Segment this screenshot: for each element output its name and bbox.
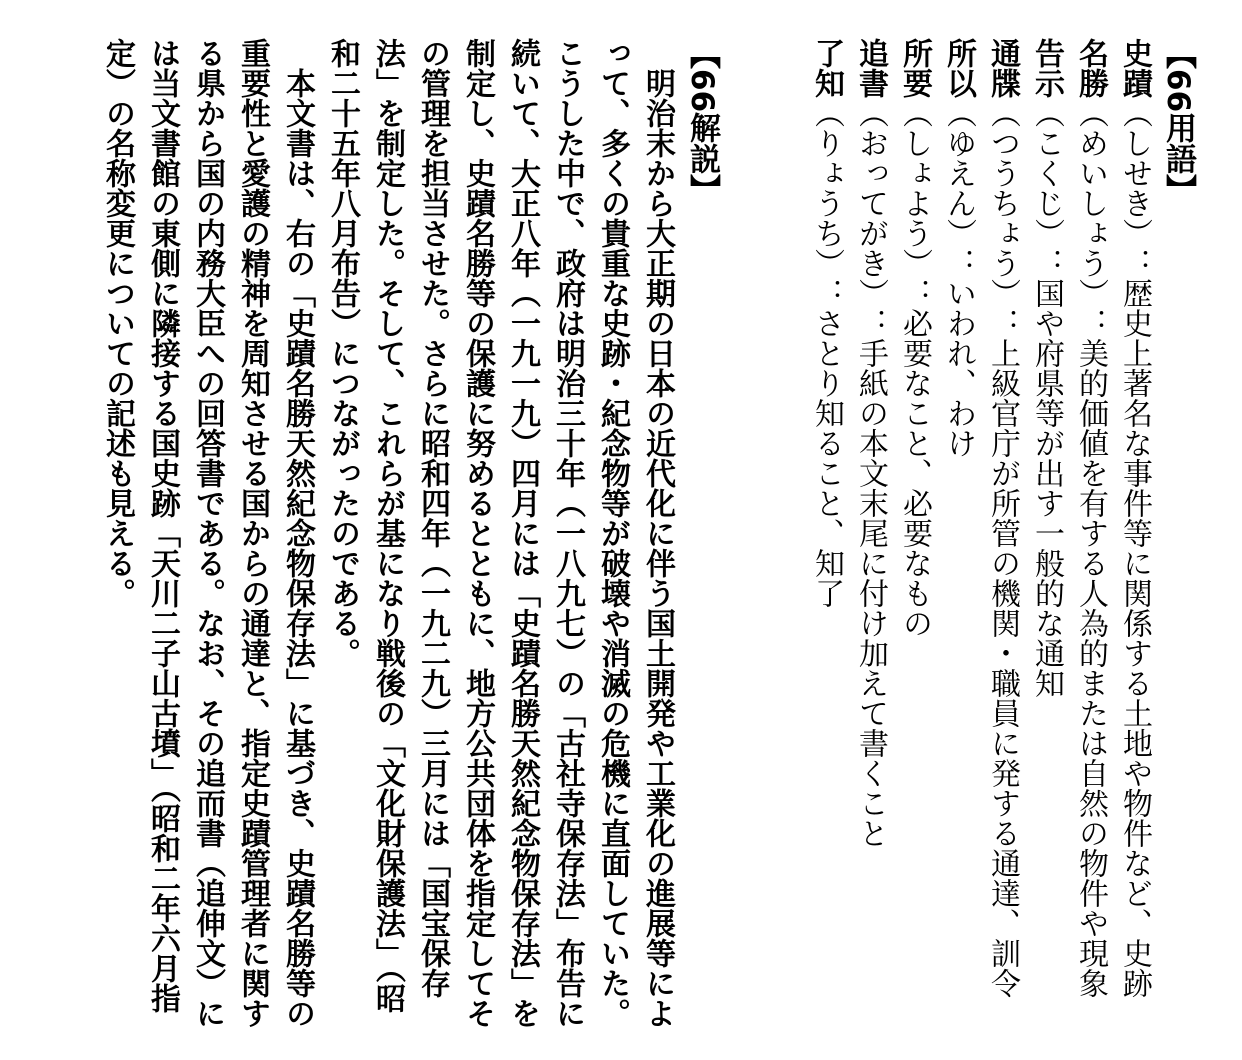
glossary-reading: （めいしょう）： bbox=[1073, 98, 1108, 338]
glossary-definition: いわれ、わけ bbox=[941, 278, 976, 458]
glossary-term: 了知 bbox=[809, 38, 844, 98]
glossary-definition: 歴史上著名な事件等に関係する土地や物件など、史跡 bbox=[1117, 278, 1152, 998]
glossary-reading: （ゆえん）： bbox=[941, 98, 976, 278]
commentary-paragraph: 本文書は、右の「史蹟名勝天然紀念物保存法」に基づき、史蹟名勝等の重要性と愛護の精神を周知させる国からの通達と、指定史蹟管理者に関する県から国の内務大臣への回答書である。なお、その追而書（追伸文）には当文書館の東側に隣接する国史跡「天川二子山古墳」（昭和二年六月指定）の名称変更についての記述も見える。 bbox=[100, 38, 315, 1028]
glossary-definition: 美的価値を有する人為的または自然の物件や現象 bbox=[1073, 338, 1108, 998]
glossary-definition: 上級官庁が所管の機関・職員に発する通達、訓令 bbox=[985, 338, 1020, 998]
glossary-term: 所要 bbox=[897, 38, 932, 98]
commentary-paragraph: 明治末から大正期の日本の近代化に伴う国土開発や工業化の進展等によって、多くの貴重な史跡・紀念物等が破壊や消滅の危機に直面していた。こうした中で、政府は明治三十年（一八九七）の「古社寺保存法」布告に続いて、大正八年（一九一九）四月には「史蹟名勝天然紀念物保存法」を制定し、史蹟名勝等の保護に努めるとともに、地方公共団体を指定してその管理を担当させた。さらに昭和四年（一九二九）三月には「国宝保存法」を制定した。そして、これらが基になり戦後の「文化財保護法」（昭和二十五年八月布告）につながったのである。 bbox=[325, 38, 675, 1028]
glossary-item bbox=[936, 38, 980, 1040]
glossary-term: 追書 bbox=[853, 38, 888, 98]
commentary-section bbox=[95, 38, 724, 1040]
glossary-reading: （しせき）： bbox=[1117, 98, 1152, 278]
glossary-item bbox=[804, 38, 848, 1040]
glossary-reading: （おってがき）： bbox=[853, 98, 888, 338]
glossary-item bbox=[1024, 38, 1068, 1040]
glossary-item bbox=[1068, 38, 1112, 1040]
glossary-definition: 必要なこと、必要なもの bbox=[897, 308, 932, 638]
glossary-term: 史蹟 bbox=[1117, 38, 1152, 98]
glossary-reading: （つうちょう）： bbox=[985, 98, 1020, 338]
glossary-term: 通牒 bbox=[985, 38, 1020, 98]
glossary-reading: （しょよう）： bbox=[897, 98, 932, 308]
glossary-item bbox=[848, 38, 892, 1040]
glossary-term: 名勝 bbox=[1073, 38, 1108, 98]
glossary-definition: さとり知ること、知了 bbox=[809, 308, 844, 608]
glossary-reading: （こくじ）： bbox=[1029, 98, 1064, 278]
glossary-item bbox=[1112, 38, 1156, 1040]
glossary-term: 所以 bbox=[941, 38, 976, 98]
commentary-heading: 【66解説】 bbox=[684, 38, 720, 206]
glossary-item bbox=[892, 38, 936, 1040]
glossary-item bbox=[980, 38, 1024, 1040]
glossary-definition: 手紙の本文末尾に付け加えて書くこと bbox=[853, 338, 888, 848]
glossary-term: 告示 bbox=[1029, 38, 1064, 98]
glossary-heading: 【66用語】 bbox=[1160, 38, 1196, 206]
glossary-reading: （りょうち）： bbox=[809, 98, 844, 308]
glossary-section bbox=[804, 38, 1200, 1040]
glossary-definition: 国や府県等が出す一般的な通知 bbox=[1029, 278, 1064, 698]
